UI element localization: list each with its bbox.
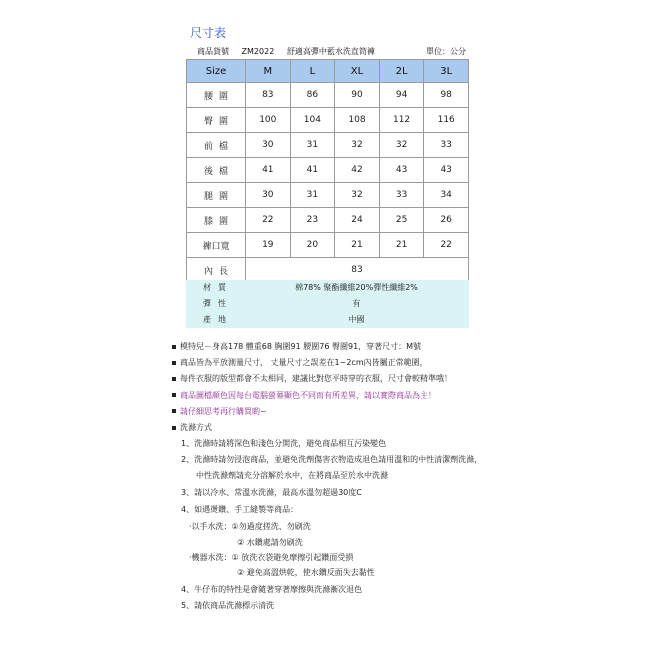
table-cell: 104 [290,108,335,133]
table-cell: 26 [424,208,469,233]
care-item: 2、洗滌時請勿浸泡商品，並避免洗劑傷害衣物造成退色請用溫和的中性清潔劑洗滌， [181,455,483,464]
bullet-icon [172,377,176,381]
stretch-value: 有 [352,299,361,308]
table-row [187,83,469,108]
table-cell: 24 [335,208,380,233]
note-item [172,420,452,436]
row-label: 後檔 [187,158,246,183]
table-row [187,108,469,133]
table-row [187,208,469,233]
unit-label: 單位：公分 [426,47,466,56]
table-cell: 98 [424,83,469,108]
note-text: 商品圖檔顏色因每台電腦螢幕顯色不同而有所差異，請以實際商品為主！ [180,390,436,400]
note-text: 洗滌方式 [180,423,212,433]
table-cell: 32 [335,183,380,208]
row-label: 臀圍 [187,108,246,133]
product-label: 商品貨號 [197,47,229,56]
row-label: 膝圍 [187,208,246,233]
care-item: 5、請依商品洗滌標示清洗 [181,601,275,610]
note-item [172,388,452,404]
bullet-icon [172,345,176,349]
row-label: 內長 [187,258,246,283]
table-cell: 42 [335,158,380,183]
table-cell: 20 [290,233,335,258]
table-row [187,158,469,183]
note-item [172,404,452,420]
table-row [187,233,469,258]
bullet-icon [172,361,176,365]
table-row [187,183,469,208]
origin-row [186,314,469,330]
material-label: 材質 [203,283,233,292]
page-title: 尺寸表 [190,26,227,40]
care-item: 1、洗滌時請將深色和淺色分開洗，避免商品相互污染變色 [181,439,387,448]
table-cell: 43 [424,158,469,183]
bullet-icon [172,409,176,413]
table-cell: 116 [424,108,469,133]
table-cell: 32 [379,133,424,158]
care-item: ‧機器水洗：① 放洗衣袋避免摩擦引起鑽面受損 [189,553,354,562]
table-row [187,133,469,158]
row-label: 褲口寬 [187,233,246,258]
care-item: ② 避免高溫烘乾，使水鑽反面失去黏性 [237,568,375,577]
table-cell: 22 [246,208,291,233]
product-code: ZM2022 [241,47,275,56]
bullet-icon [172,426,176,430]
size-table [186,59,469,283]
table-cell: 22 [424,233,469,258]
table-cell: 41 [246,158,291,183]
table-cell: 112 [379,108,424,133]
table-cell: 43 [379,158,424,183]
table-cell: 32 [335,133,380,158]
header-cell: Size [187,60,246,83]
table-cell: 90 [335,83,380,108]
table-cell: 108 [335,108,380,133]
table-cell: 25 [379,208,424,233]
table-cell: 41 [290,158,335,183]
stretch-label: 彈性 [203,299,233,308]
note-item [172,355,452,371]
care-item: 4、牛仔布的特性是會隨著穿著摩擦與洗滌漸次退色 [181,585,363,594]
material-panel [186,280,469,328]
header-cell: L [290,60,335,83]
table-cell: 19 [246,233,291,258]
table-cell: 23 [290,208,335,233]
product-info [197,46,385,57]
table-cell: 31 [290,183,335,208]
note-item [172,339,452,355]
header-cell: 2L [379,60,424,83]
table-cell: 86 [290,83,335,108]
care-item: 3、請以冷水、常溫水洗滌，最高水溫勿超過30度C [181,488,362,497]
table-cell: 34 [424,183,469,208]
table-cell: 83 [246,83,291,108]
table-row [187,258,469,283]
table-cell: 30 [246,133,291,158]
material-row [186,282,469,298]
header-cell: 3L [424,60,469,83]
product-name: 舒適高彈中藍水洗直筒褲 [286,47,375,56]
note-text: 商品皆為平放測量尺寸， 丈量尺寸之誤差在1~2cm內皆屬正常範圍， [180,358,428,368]
table-cell: 33 [379,183,424,208]
table-cell: 100 [246,108,291,133]
note-text: 每件衣服的版型都會不太相同，建議比對您平時穿的衣服，尺寸會較精準哦！ [180,374,452,384]
origin-value: 中國 [348,315,365,324]
care-item: 4、如遇燙鑽、手工縫製等商品： [181,505,299,514]
note-text: 請仔細思考再行購買喲~ [180,406,267,416]
note-item [172,371,452,387]
bullet-icon [172,393,176,397]
row-label: 腿圍 [187,183,246,208]
header-cell: M [246,60,291,83]
notes-section [172,339,483,610]
header-cell: XL [335,60,380,83]
row-label: 前檔 [187,133,246,158]
row-label: 腰圍 [187,83,246,108]
size-table-header [187,60,469,83]
table-cell: 30 [246,183,291,208]
table-cell: 94 [379,83,424,108]
table-cell: 21 [379,233,424,258]
care-item: ‧以手水洗：①勿過度搓洗、勿刷洗 [189,522,311,531]
care-item: ② 水鑽處請勿刷洗 [237,538,303,547]
table-cell: 33 [424,133,469,158]
table-cell: 31 [290,133,335,158]
stretch-row [186,298,469,314]
material-value: 棉78% 聚酯纖維20%彈性纖維2% [295,283,418,292]
note-text: 模特兒－身高178 體重68 胸圍91 腰圍76 臀圍91，穿著尺寸：M號 [180,342,422,351]
care-item: 中性洗滌劑請充分溶解於水中，在將商品至於水中洗滌 [196,471,388,480]
table-cell: 21 [335,233,380,258]
table-cell: 83 [246,258,469,283]
origin-label: 產地 [203,315,233,324]
